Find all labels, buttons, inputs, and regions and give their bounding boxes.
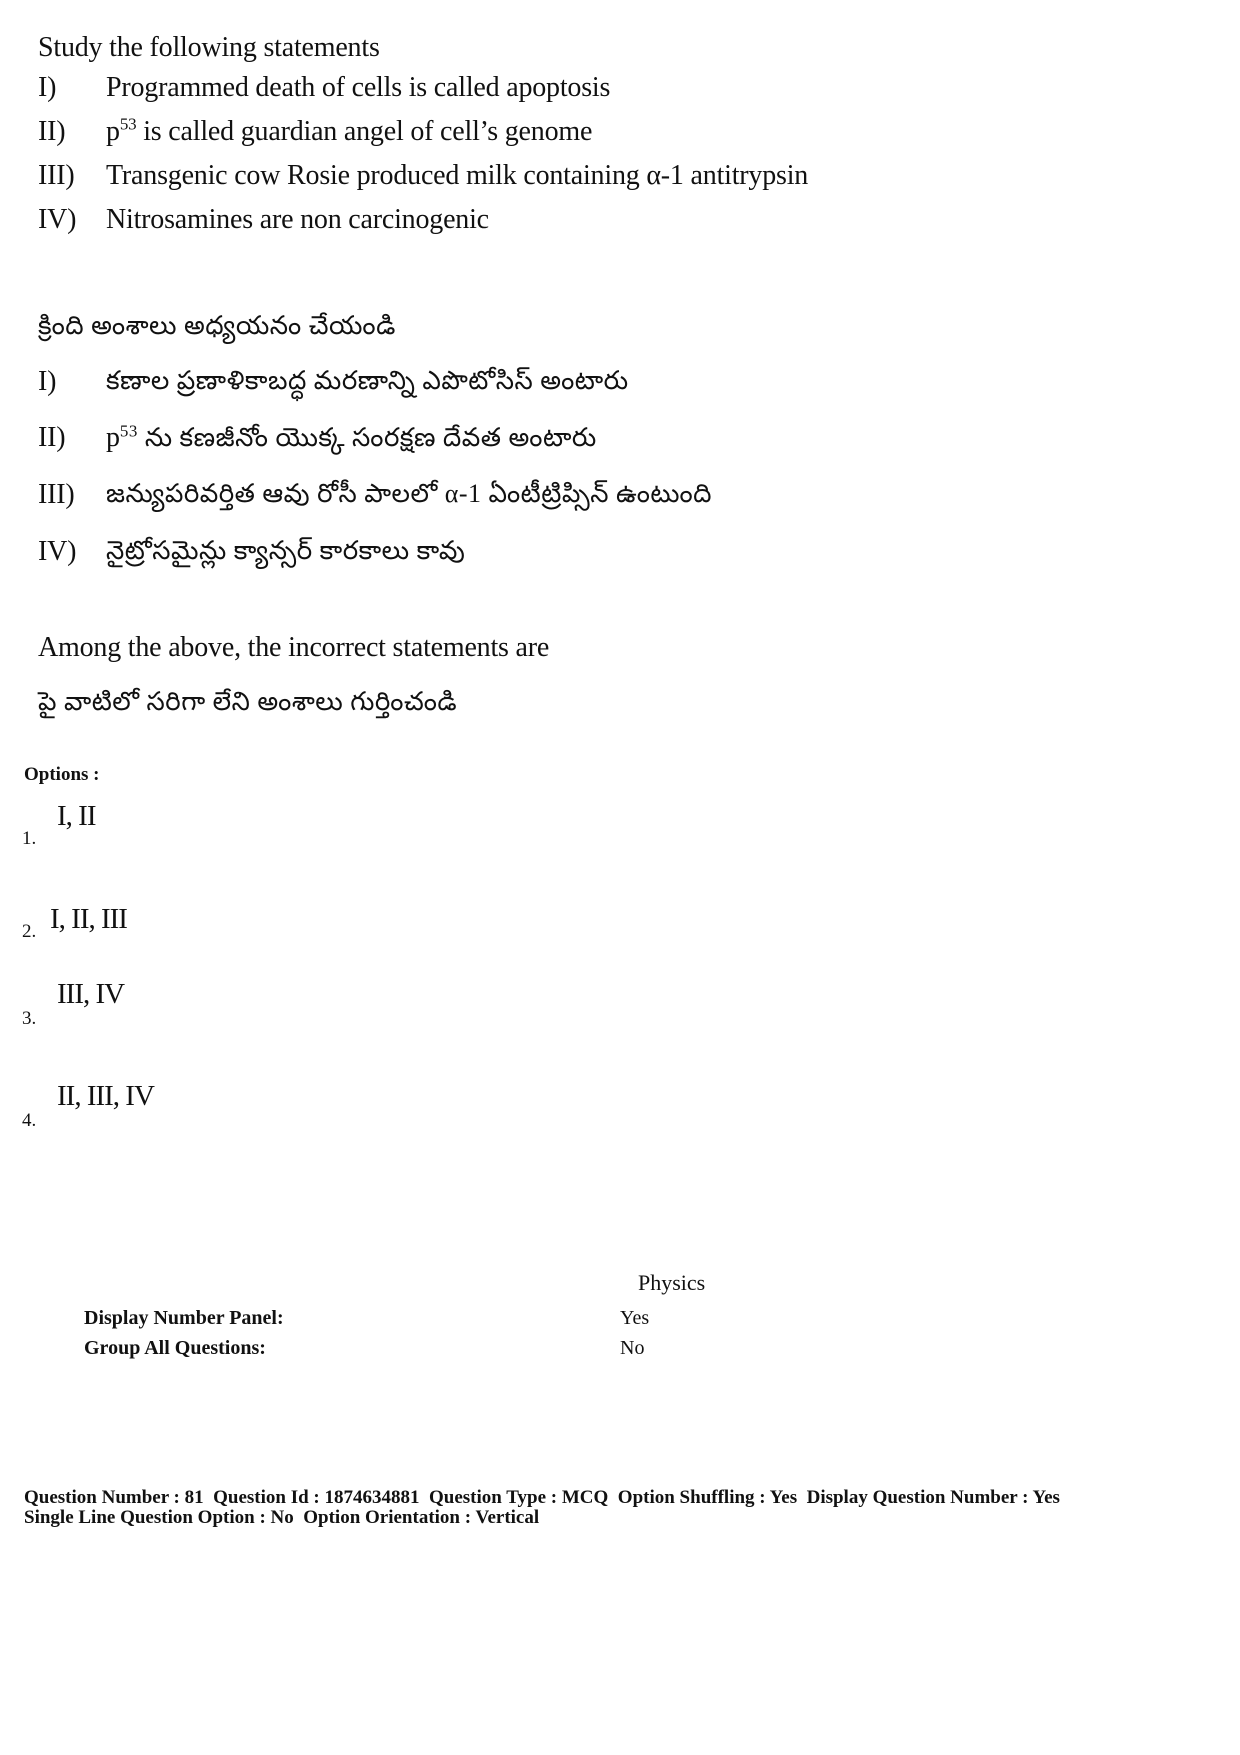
statement-numeral: II) [38,422,66,453]
display-number-panel-label: Display Number Panel: [84,1307,284,1329]
statement-en-3 [38,160,938,194]
option-2[interactable] [22,903,422,963]
statement-text [106,116,592,148]
group-all-questions-label: Group All Questions: [84,1337,266,1359]
option-number: 1. [22,828,37,849]
statement-text: జన్యుపరివర్తిత ఆవు రోసీ పాలలో α-1 ఏంటీట్రిప్సిన్ ఉంటుంది [106,479,713,508]
statement-te-3 [38,479,938,515]
question-ask-en: Among the above, the incorrect statements are [38,632,550,663]
statement-numeral: IV) [38,536,77,567]
superscript: 53 [119,114,137,134]
statement-te-2 [38,422,938,458]
statement-te-4 [38,536,938,572]
statement-text: నైట్రోసమైన్లు క్యాన్సర్ కారకాలు కావు [106,536,466,565]
statement-te-1 [38,366,938,402]
statement-numeral: I) [38,366,57,397]
statement-numeral: II) [38,116,66,147]
option-number: 4. [22,1110,37,1131]
display-number-panel-value: Yes [620,1307,650,1329]
superscript: 53 [119,421,138,441]
question-intro-en: Study the following statements [38,32,380,63]
statement-numeral: I) [38,72,57,103]
section-name: Physics [638,1270,706,1295]
statement-numeral: IV) [38,204,77,235]
statement-text: Transgenic cow Rosie produced milk containing α-1 antitrypsin [106,160,809,191]
options-label: Options : [24,764,100,785]
statement-numeral: III) [38,479,75,510]
question-info-line-2: Single Line Question Option : No Option Orientation : Vertical [24,1507,540,1528]
option-text: I, II [57,800,96,832]
statement-text-post: ను కణజీనోం యొక్క సంరక్షణ దేవత అంటారు [137,423,597,452]
question-info-line-1: Question Number : 81 Question Id : 1874634881 Question Type : MCQ Option Shuffling : Yes Display Question Number : Yes [24,1487,1060,1508]
option-3[interactable] [22,978,422,1038]
question-intro-te: క్రింది అంశాలు అధ్యయనం చేయండి [38,311,396,340]
option-4[interactable] [22,1080,422,1140]
option-text: II, III, IV [57,1080,154,1112]
statement-text: Nitrosamines are non carcinogenic [106,204,489,235]
option-text: I, II, III [50,903,127,935]
statement-en-2 [38,116,938,150]
option-number: 3. [22,1008,37,1029]
statement-text [106,422,597,459]
option-number: 2. [22,921,37,942]
statement-text-pre: p [106,116,120,147]
option-text: III, IV [57,978,125,1010]
question-ask-te: పై వాటిలో సరిగా లేని అంశాలు గుర్తించండి [38,687,458,716]
statement-en-1 [38,72,938,106]
statement-text: కణాల ప్రణాళికాబద్ధ మరణాన్ని ఎపొటోసిస్ అంటారు [106,366,629,395]
statement-numeral: III) [38,160,75,191]
statement-text: Programmed death of cells is called apoptosis [106,72,611,103]
group-all-questions-value: No [620,1337,645,1359]
option-1[interactable] [22,800,422,860]
statement-text-pre: p [106,422,120,453]
statement-text-post: is called guardian angel of cell’s genome [136,116,593,147]
statement-en-4 [38,204,938,238]
